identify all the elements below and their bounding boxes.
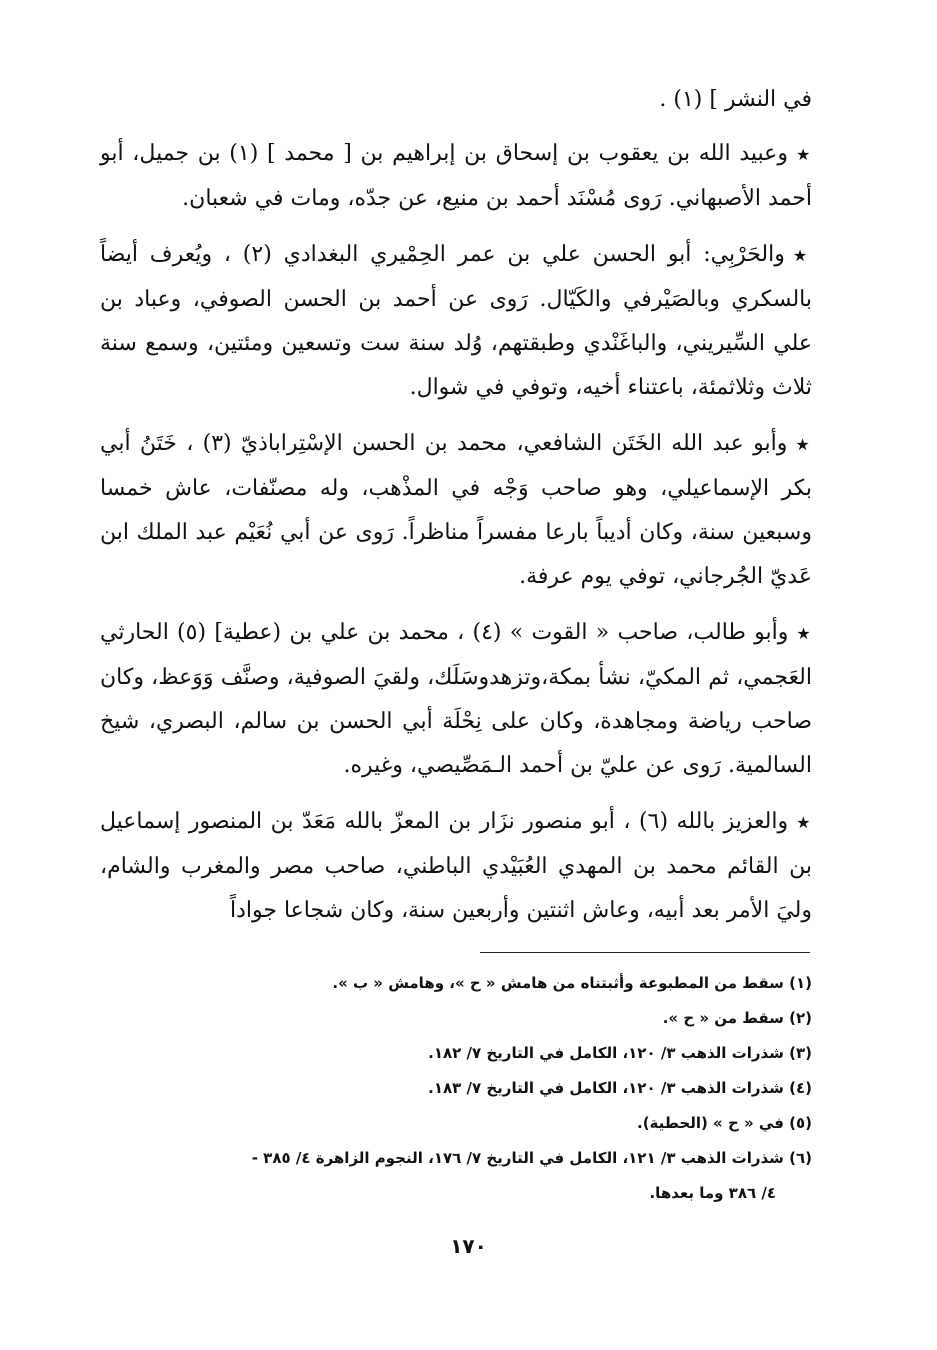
footnotes [100, 966, 812, 1211]
entry-paragraph [100, 233, 812, 410]
paragraph-continuation [100, 78, 812, 122]
paragraph-text: وأبو طالب، صاحب « القوت » (٤) ، محمد بن علي بن (عطية] (٥) الحارثي العَجمي، ثم المكيّ، نشأ بمكة،وتزهدوسَلَك، ولقيَ الصوفية، وصنَّف وَوَعظ، وكان صاحب رياضة ومجاهدة، وكان على نِحْلَة أبي الحسن بن سالم، البصري، شيخ السالمية. رَوى عن عليّ بن أحمد الـمَصِّيصي، وغيره. [100, 620, 812, 778]
star-icon: ★ [795, 145, 812, 164]
star-icon: ★ [792, 246, 813, 265]
entry-paragraph [100, 800, 812, 933]
footnote: (٦) شذرات الذهب ٣/ ١٢١، الكامل في التاريخ ٧/ ١٧٦، النجوم الزاهرة ٤/ ٣٨٥ - [251, 1149, 812, 1167]
footnote: (٤) شذرات الذهب ٣/ ١٢٠، الكامل في التاريخ ٧/ ١٨٣. [428, 1079, 812, 1097]
paragraph-text: وعبيد الله بن يعقوب بن إسحاق بن إبراهيم بن [ محمد ] (١) بن جميل، أبو أحمد الأصبهاني. رَوى مُسْنَد أحمد بن منيع، عن جدّه، ومات في شعبان. [100, 141, 812, 211]
footnote: (١) سقط من المطبوعة وأثبتناه من هامش « ح »، وهامش « ب ». [332, 974, 812, 992]
paragraph-text: والحَرْبِي: أبو الحسن علي بن عمر الحِمْيري البغدادي (٢) ، ويُعرف أيضاً بالسكري وبالصَيْرفي والكَيّال. رَوى عن أحمد بن الحسن الصوفي، وعباد بن علي السِّيريني، والباغَنْدي وطبقتهم، وُلد سنة ست وتسعين ومئتين، وسمع سنة ثلاث وثلاثمئة، باعتناء أخيه، وتوفي في شوال. [100, 242, 812, 400]
footnote: (٣) شذرات الذهب ٣/ ١٢٠، الكامل في التاريخ ٧/ ١٨٢. [428, 1044, 812, 1062]
entry-paragraph [100, 611, 812, 788]
entry-paragraph [100, 422, 812, 599]
footnote-divider [480, 952, 810, 953]
paragraph-text: وأبو عبد الله الخَتَن الشافعي، محمد بن الحسن الإسْتِراباذيّ (٣) ، خَتَنُ أبي بكر الإسماعيلي، وهو صاحب وَجْه في المذْهب، وله مصنّفات، عاش خمسا وسبعين سنة، وكان أديباً بارعا مفسراً مناظراً. رَوى عن أبي نُعَيْم عبد الملك ابن عَديّ الجُرجاني، توفي يوم عرفة. [100, 431, 812, 589]
footnote-continuation: ٤/ ٣٨٦ وما بعدها. [649, 1184, 776, 1202]
footnote: (٥) في « ح » (الحطية). [637, 1114, 812, 1132]
page-number: ١٧٠ [450, 1234, 487, 1258]
star-icon: ★ [795, 435, 812, 454]
star-icon: ★ [796, 624, 812, 643]
footnote: (٢) سقط من « ح ». [662, 1009, 812, 1027]
paragraph-text: في النشر ] (١) . [659, 87, 812, 112]
star-icon: ★ [796, 813, 812, 832]
entry-paragraph [100, 132, 812, 221]
paragraph-text: والعزيز بالله (٦) ، أبو منصور نزَار بن المعزّ بالله مَعَدّ بن المنصور إسماعيل بن القائم محمد بن المهدي العُبَيْدي الباطني، صاحب مصر والمغرب والشام، وليَ الأمر بعد أبيه، وعاش اثنتين وأربعين سنة، وكان شجاعا جواداً [100, 809, 812, 923]
main-text [100, 78, 812, 945]
